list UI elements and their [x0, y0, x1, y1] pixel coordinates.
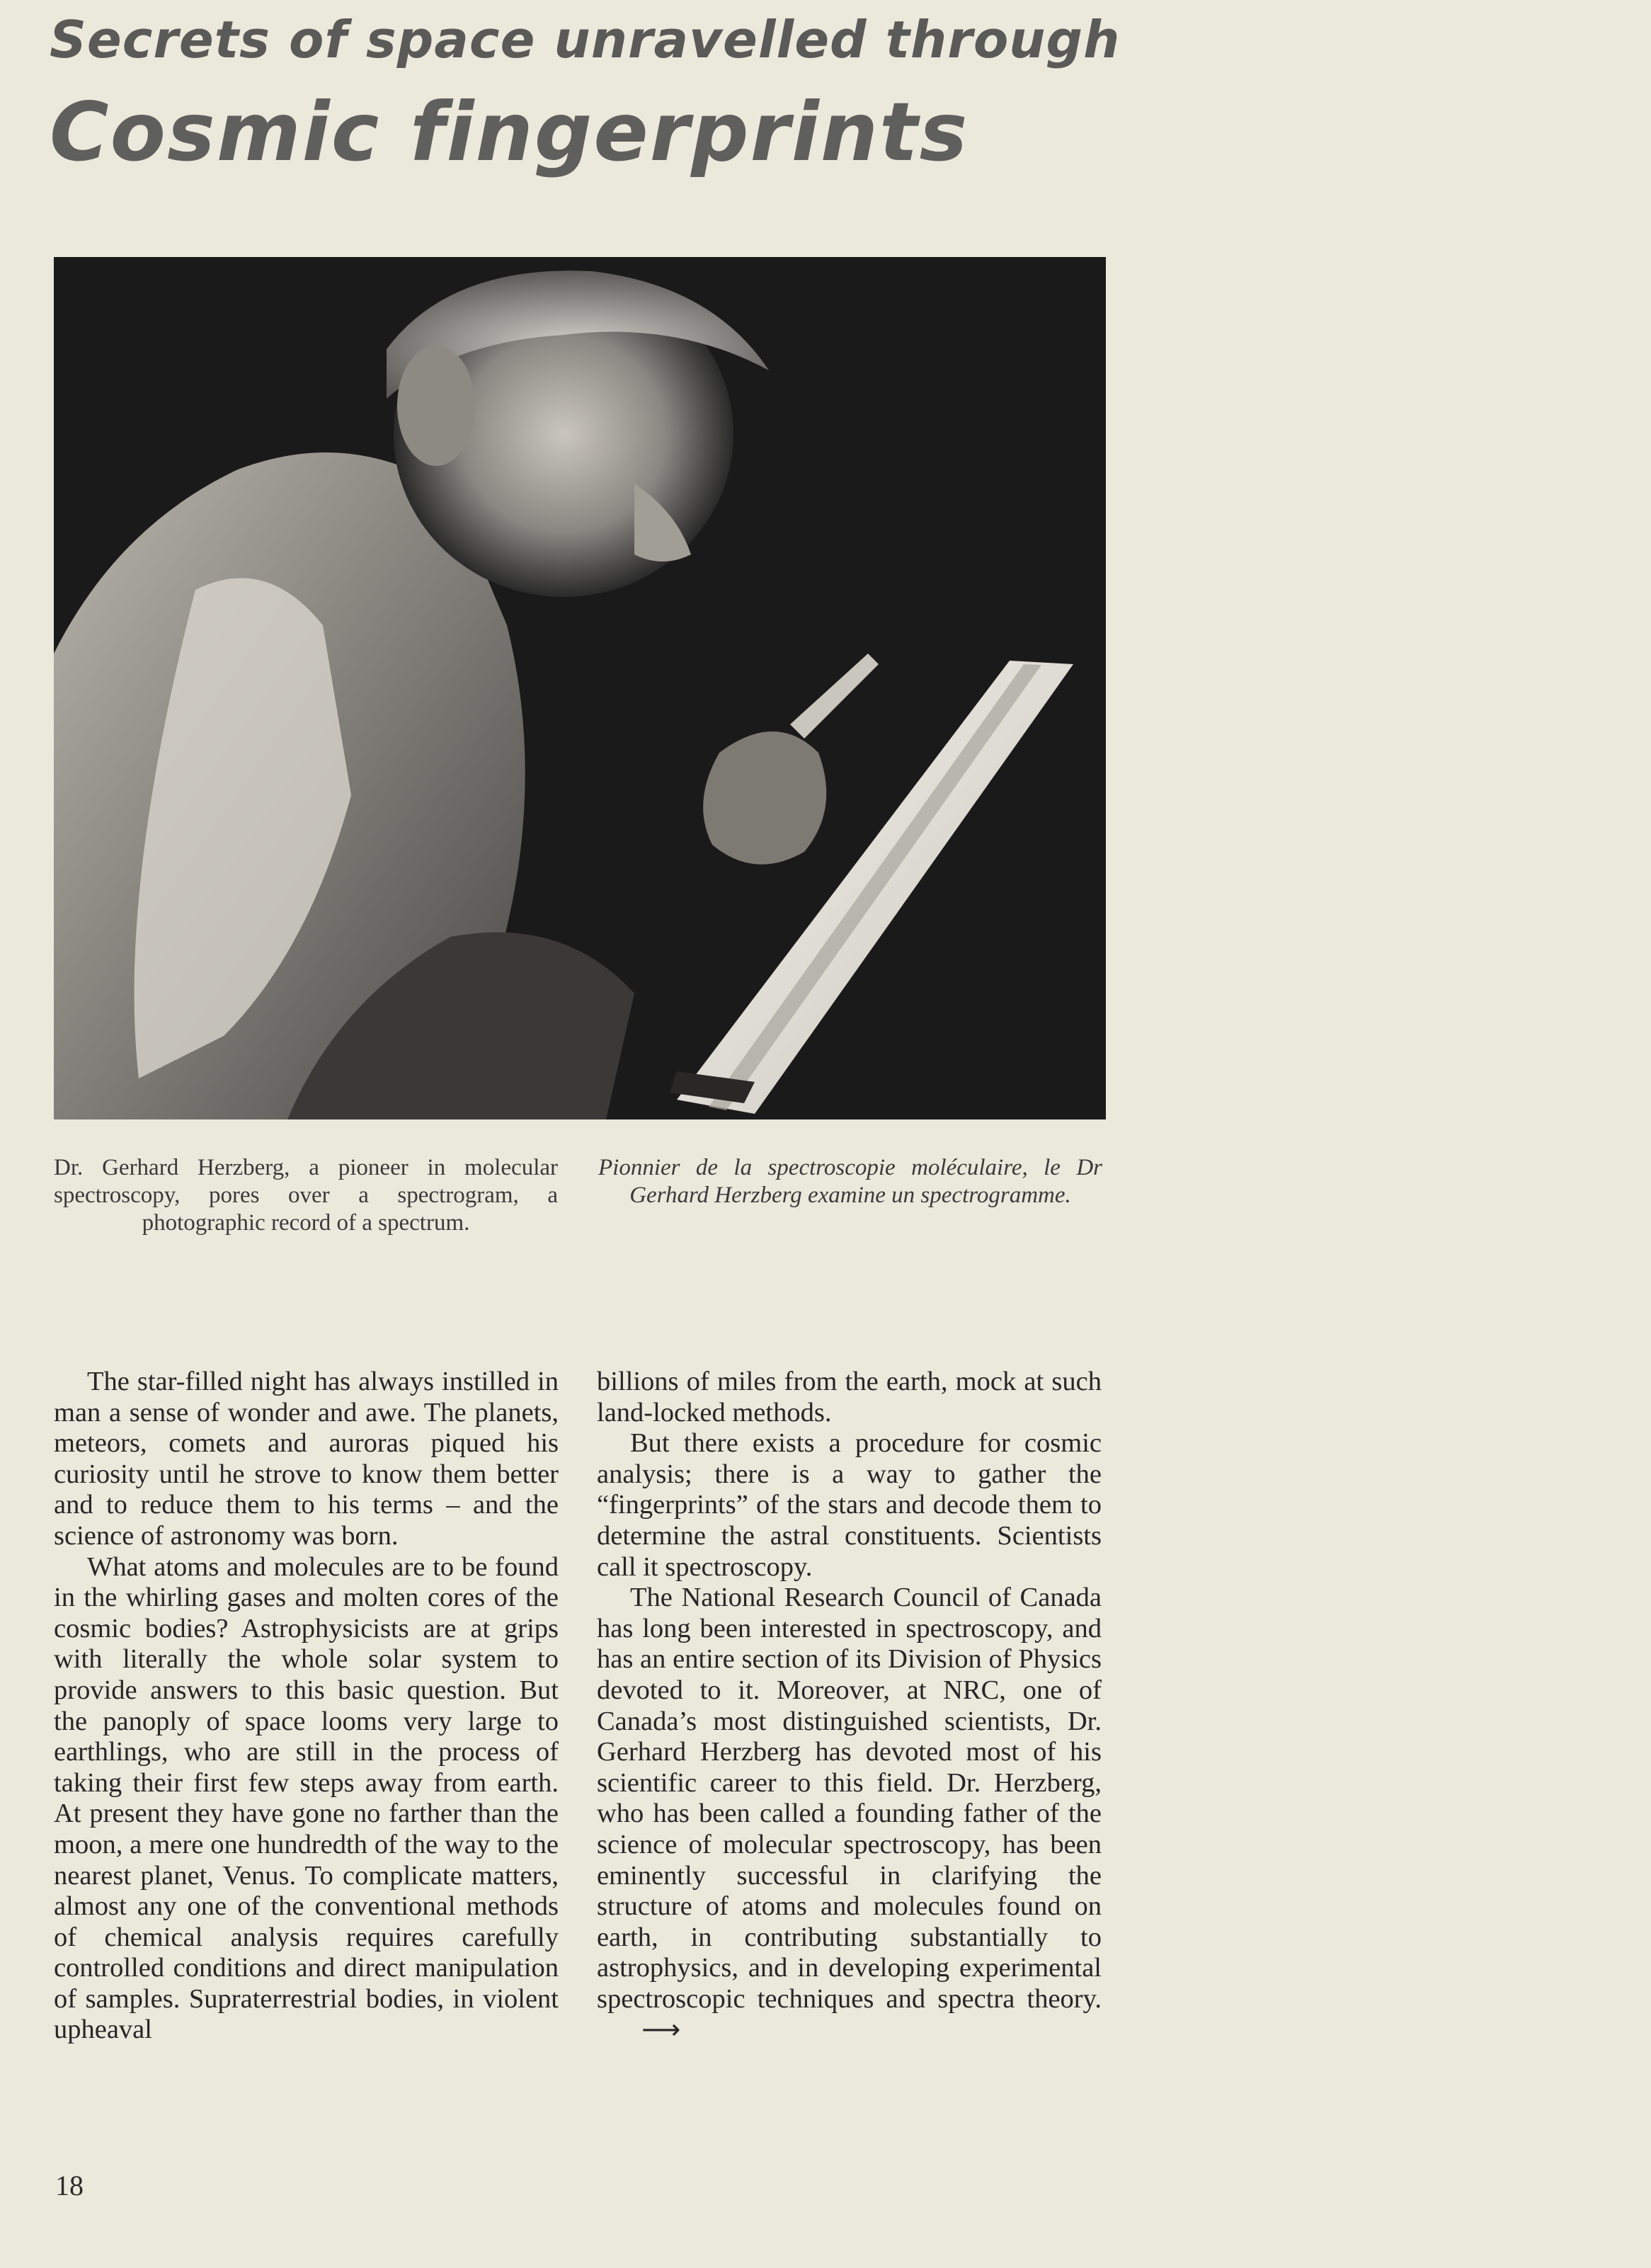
paragraph-continuation: billions of miles from the earth, mock at such land-locked methods. — [597, 1367, 1102, 1428]
article-column-right — [597, 1367, 1102, 2046]
paragraph: But there exists a procedure for cosmic analysis; there is a way to gather the “fingerprints” of the stars and decode them to determine the astral constituents. Scientists call it spectroscopy. — [597, 1428, 1102, 1582]
headline-title: Cosmic fingerprints — [50, 85, 969, 179]
paragraph-last — [597, 1583, 1102, 2046]
headline-kicker: Secrets of space unravelled through — [50, 10, 1121, 69]
continue-arrow-icon: ⟶ — [641, 2014, 681, 2046]
article-photo — [54, 257, 1106, 1119]
caption-french: Pionnier de la spectroscopie moléculaire, le Dr Gerhard Herzberg examine un spectrogramme. — [598, 1155, 1102, 1208]
caption-english: Dr. Gerhard Herzberg, a pioneer in molecular spectroscopy, pores over a spectrogram, a photographic record of a spectrum. — [54, 1155, 558, 1236]
photo-scene — [54, 257, 1106, 1119]
paragraph: The star-filled night has always instilled in man a sense of wonder and awe. The planets, meteors, comets and auroras piqued his curiosity until he strove to know them better and to reduce them to his terms – and the science of astronomy was born. — [54, 1367, 559, 1551]
paragraph: What atoms and molecules are to be found in the whirling gases and molten cores of the cosmic bodies? Astrophysicists are at grips with literally the whole solar system to provide answers to this basic question. But the panoply of space looms very large to earthlings, who are still in the process of taking their first few steps away from earth. At present they have gone no farther than the moon, a mere one hundredth of the way to the nearest planet, Venus. To complicate matters, almost any one of the conventional methods of chemical analysis requires carefully controlled conditions and direct manipulation of samples. Supraterrestrial bodies, in violent upheaval — [54, 1551, 559, 2045]
paragraph-text: The National Research Council of Canada has long been interested in spectroscopy, and has an entire section of its Division of Physics devoted to it. Moreover, at NRC, one of Canada’s most distinguished scientists, Dr. Gerhard Herzberg has devoted most of his scientific career to this field. Dr. Herzberg, who has been called a founding father of the science of molecular spectroscopy, has been eminently successful in clarifying the structure of atoms and molecules found on earth, in contributing substantially to astrophysics, and in developing experimental spectroscopic techniques and spectra theory. — [597, 1583, 1102, 2014]
ear-shape — [397, 346, 475, 466]
article-column-left — [54, 1367, 559, 2046]
hand-shape — [703, 731, 826, 865]
page-number: 18 — [55, 2170, 84, 2201]
